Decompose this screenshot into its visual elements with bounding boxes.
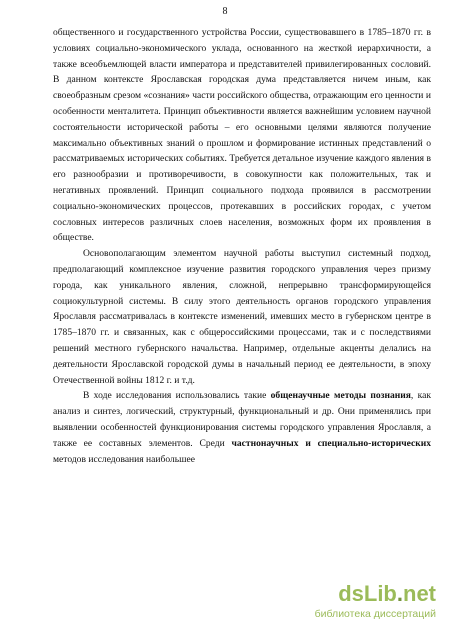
paragraph-3-text-middle: , как анализ и синтез, логический, структурный, функциональный и др. Они применялись при выявлении особенностей функционирования системы городского управления Ярославля, а также ее составных элементов. Среди [53, 390, 431, 449]
general-methods-term: общенаучные методы познания [270, 390, 411, 402]
paragraph-2: Основополагающим элементом научной работы выступил системный подход, предполагающий комплексное изучение развития городского управления через призму города, как уникального явления, сложной, непрерывно трансформирующейся социокультурной системы. В силу этого деятельность органов городского управления Ярославля рассматривалась в контексте изменений, имевших место в губернском центре в 1785–1870 гг. и связанных, как с общероссийскими процессами, так и с последствиями решений местного губернского начальства. Например, отдельные акценты делались на деятельности Ярославской городской думы в начальный период ее деятельности, в эпоху Отечественной войны 1812 г. и т.д. [53, 248, 431, 386]
watermark-tagline: библиотека диссертаций [314, 608, 436, 620]
paragraph-1: общественного и государственного устройства России, существовавшего в 1785–1870 гг. в условиях социально-экономического уклада, основанного на жесткой иерархичности, а также всеобъемлющей власти императора и представителей привилегированных сословий. В данном контексте Ярославская городская дума представляется ничем иным, как своеобразным срезом «сознания» части российского общества, отражающим его ценности и особенности менталитета. Принцип объективности является важнейшим условием научной состоятельности исторической работы – его основными целями являются получение максимально объективных знаний о прошлом и формирование истинных представлений о рассматриваемых исторических событиях. Требуется детальное изучение каждого явления в его разнообразии и противоречивости, в совокупности как положительных, так и негативных проявлений. Принцип социального подхода проявился в рассмотрении социально-экономических процессов, протекавших в российских городах, с учетом сословных интересов различных слоев населения, возможных форм их проявления в обществе. [53, 27, 431, 244]
document-body [53, 25, 431, 467]
watermark-logo [338, 581, 436, 607]
paragraph-3-text-end: методов исследования наибольшее [53, 453, 195, 465]
paragraph-3-text-start: В ходе исследования использовались такие [83, 390, 271, 402]
watermark-brand-tld: net [403, 581, 436, 606]
page-number: 8 [222, 6, 228, 17]
watermark-brand-dot: . [396, 581, 403, 606]
dslib-watermark [286, 581, 436, 627]
watermark-brand-main: dsLib [338, 581, 397, 606]
special-methods-term: частнонаучных и специально-исторических [231, 437, 431, 449]
paragraph-3 [53, 388, 431, 467]
